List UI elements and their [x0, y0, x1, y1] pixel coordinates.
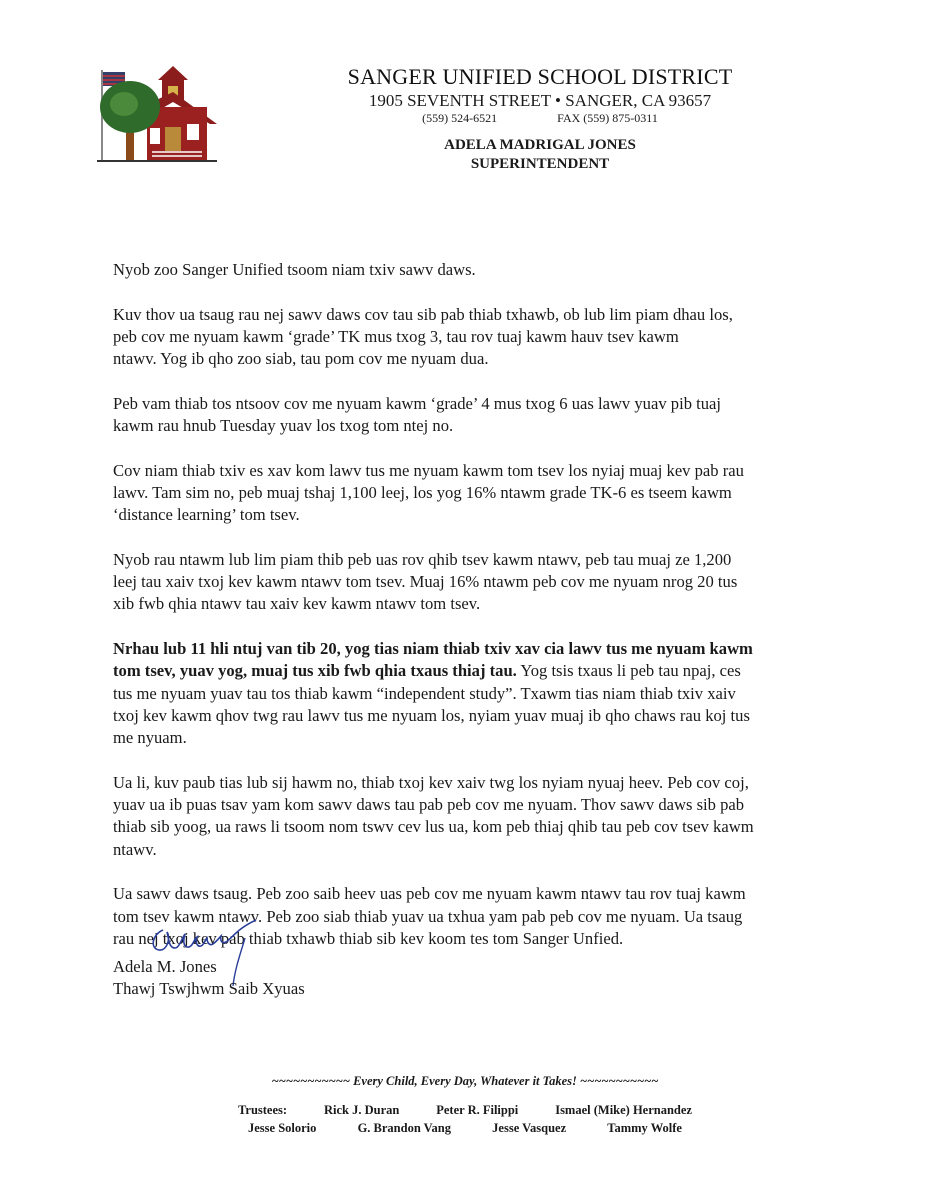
paragraph-deadline: [113, 638, 833, 749]
paragraph-choices: [113, 772, 833, 861]
text-line: peb cov me nyuam kawm ‘grade’ TK mus txog 3, tau rov tuaj kawm hauv tsev kawm: [113, 326, 679, 346]
paragraph-third-week: [113, 549, 833, 616]
text-line: lawv. Tam sim no, peb muaj tshaj 1,100 leej, los yog 16% ntawm grade TK-6 es tseem kawm: [113, 482, 732, 502]
text-line: xib fwb qhia ntawv tau xaiv kev kawm ntawv tom tsev.: [113, 594, 481, 614]
text-line: yuav ua ib puas tsav yam kom sawv daws tau pab peb cov me nyuam. Thov sawv daws sib pab: [113, 795, 745, 815]
trustee-name: Rick J. Duran: [323, 1103, 400, 1117]
text-line: rau nej txoj kev pab thiab txhawb thiab sib kev koom tes tom Sanger Unfied.: [113, 928, 624, 948]
text-line: txoj kev kawm qhov twg rau lawv tus me nyuam los, nyiam yuav muaj ib qho chaws rau koj tus: [113, 705, 750, 725]
bold-text: tom tsev, yuav yog, muaj tus xib fwb qhia txaus thiaj tau.: [113, 661, 517, 681]
text-line: Nyob zoo Sanger Unified tsoom niam txiv sawv daws.: [113, 260, 476, 279]
paragraph-distance-learning: [113, 460, 833, 527]
district-name: SANGER UNIFIED SCHOOL DISTRICT: [347, 64, 733, 89]
letter-body: [113, 259, 833, 973]
text-line: Ua li, kuv paub tias lub sij hawm no, thiab txoj kev xaiv twg los nyiam nyuaj heev. Peb cov coj,: [113, 772, 749, 792]
text-line: tus me nyuam yuav tau tos thiab kawm “independent study”. Txawm tias niam thiab txiv xaiv: [113, 683, 736, 703]
district-address: 1905 SEVENTH STREET • SANGER, CA 93657: [368, 91, 712, 110]
text-line: ntawv. Yog ib qho zoo siab, tau pom cov me nyuam dua.: [113, 349, 489, 369]
trustee-name: Peter R. Filippi: [436, 1103, 519, 1117]
motto: ~~~~~~~~~~~ Every Child, Every Day, Whatever it Takes! ~~~~~~~~~~~: [271, 1074, 659, 1088]
signer-title: Thawj Tswjhwm Saib Xyuas: [113, 979, 305, 998]
text-line: ‘distance learning’ tom tsev.: [113, 505, 300, 525]
superintendent-name: ADELA MADRIGAL JONES: [444, 137, 636, 153]
trustee-name: Jesse Solorio: [248, 1121, 317, 1135]
text-line: kawm rau hnub Tuesday yuav los txog tom ntej no.: [113, 416, 454, 436]
text-line: ntawv.: [113, 839, 157, 859]
text-line: tom tsev kawm ntawv. Peb zoo siab thiab yuav ua txhua yam pab peb cov me nyuam. Ua tsaug: [113, 906, 743, 926]
trustee-name: Tammy Wolfe: [607, 1121, 682, 1135]
superintendent-title: SUPERINTENDENT: [470, 156, 610, 172]
text-line: Nyob rau ntawm lub lim piam thib peb uas rov qhib tsev kawm ntawv, peb tau muaj ze 1,200: [113, 549, 732, 569]
trustee-name: Ismael (Mike) Hernandez: [555, 1103, 692, 1117]
phone-number: (559) 524-6521: [422, 111, 498, 125]
text-line: Ua sawv daws tsaug. Peb zoo saib heev uas peb cov me nyuam kawm ntawv tau rov tuaj kawm: [113, 884, 746, 904]
text-line: Cov niam thiab txiv es xav kom lawv tus me nyuam kawm tom tsev los nyiaj muaj kev pab rau: [113, 460, 744, 480]
paragraph-thanks: [113, 304, 833, 371]
signature-block: [113, 956, 305, 1000]
trustee-name: Jesse Vasquez: [492, 1121, 567, 1135]
text-line: leej tau xaiv txoj kev kawm ntawv tom tsev. Muaj 16% ntawm peb cov me nyuam nrog 20 tus: [113, 572, 738, 592]
text-line: Peb vam thiab tos ntsoov cov me nyuam kawm ‘grade’ 4 mus txog 6 uas lawv yuav pib tuaj: [113, 393, 722, 413]
trustee-name: G. Brandon Vang: [357, 1121, 452, 1135]
text-line: thiab sib yoog, ua raws li tsoom nom tswv cev lus ua, kom peb thiaj qhib tau peb cov tsev kawm: [113, 817, 754, 837]
footer: [230, 1074, 700, 1136]
fax-number: FAX (559) 875-0311: [557, 111, 658, 125]
signer-name: Adela M. Jones: [113, 957, 217, 976]
paragraph-greeting: [113, 259, 833, 281]
text-line: Kuv thov ua tsaug rau nej sawv daws cov tau sib pab thiab txhawb, ob lub lim piam dhau los,: [113, 304, 733, 324]
bold-text: Nrhau lub 11 hli ntuj van tib 20, yog tias niam thiab txiv xav cia lawv tus me nyuam kawm: [113, 639, 753, 659]
school-house-logo: [92, 62, 237, 172]
text-line: me nyuam.: [113, 728, 187, 748]
text-line: Yog tsis txaus li peb tau npaj, ces: [516, 661, 741, 681]
paragraph-grades-4-6: [113, 393, 833, 438]
letterhead: [330, 64, 750, 174]
trustees-label: Trustees:: [238, 1103, 288, 1117]
